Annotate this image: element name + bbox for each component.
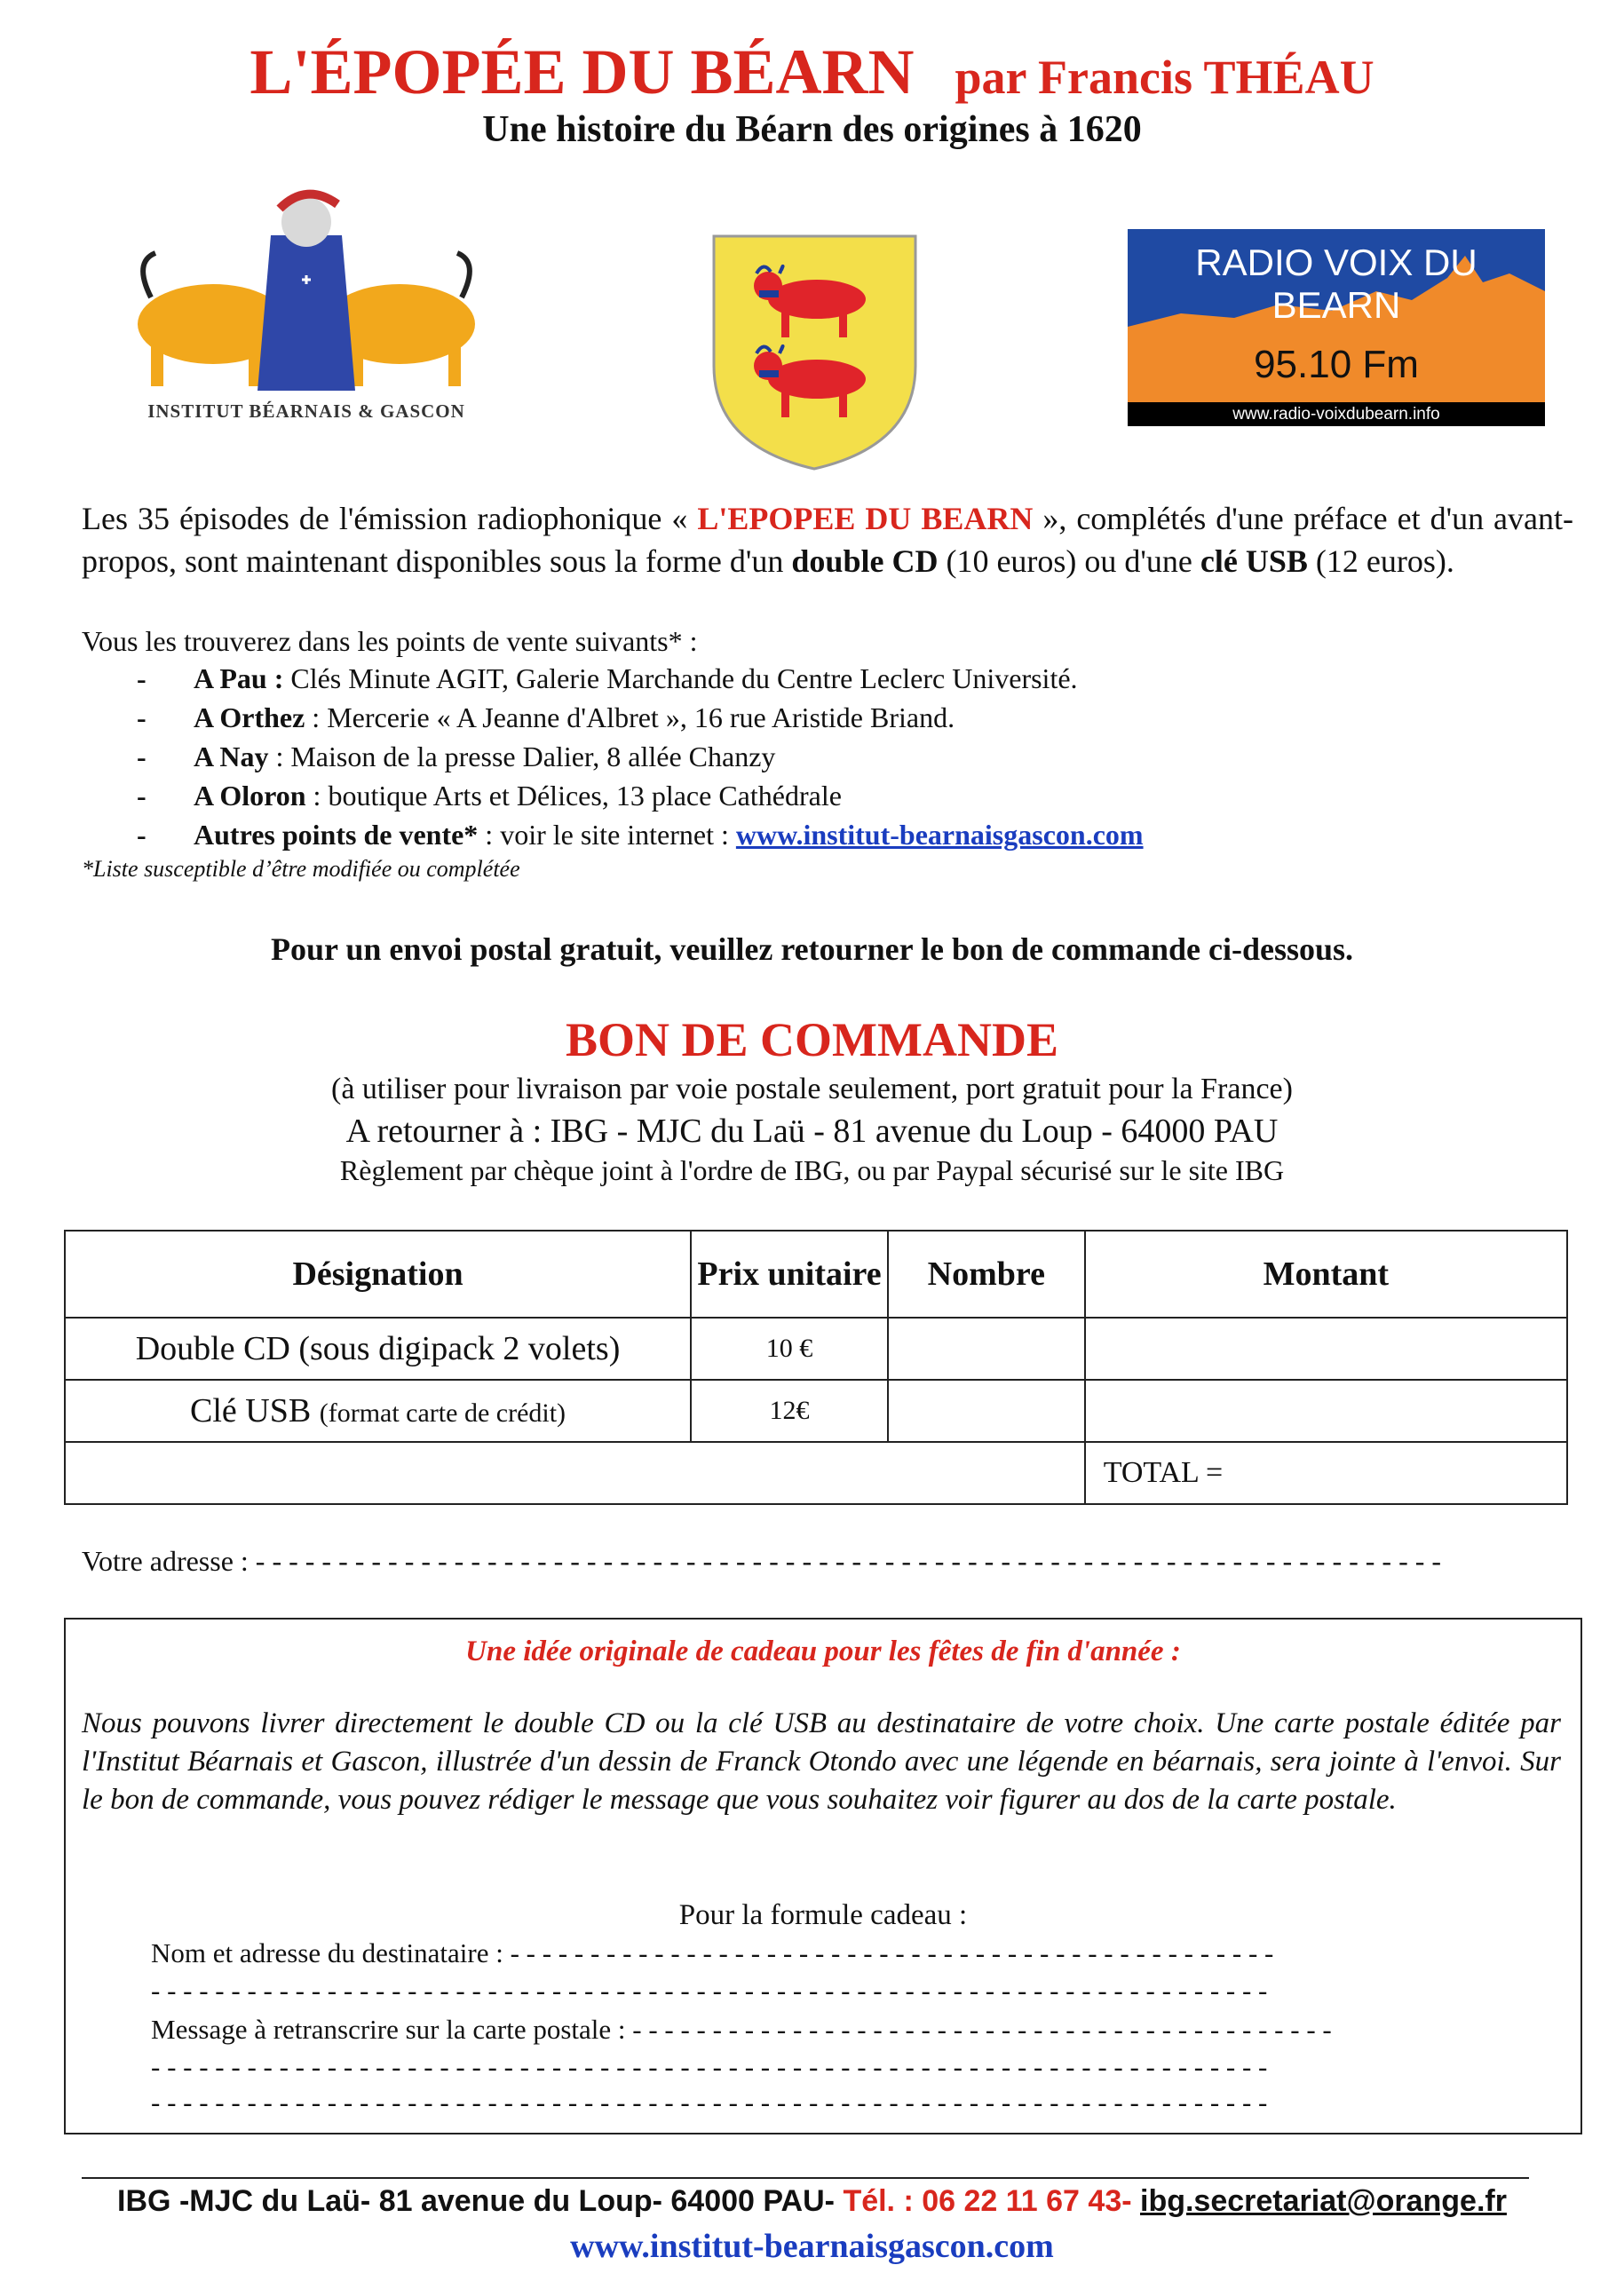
recipient-field-continued[interactable]: - - - - - - - - - - - - - - - - - - - - - - - - - - - - - - - - - - - - - - - - - - - - - - - - - - - - - - - - - - - - - - - - - - - - - - — [151, 1975, 1268, 2006]
order-table — [64, 1230, 1568, 1505]
table-row — [65, 1380, 1567, 1442]
author-line: par Francis THÉAU — [955, 51, 1374, 104]
intro-paragraph: Les 35 épisodes de l'émission radiophonique « L'EPOPEE DU BEARN », complétés d'une préface et d'un avant-propos, sont maintenant disponibles sous la forme d'un double CD (10 euros) ou d'une clé USB (12 euros). — [82, 501, 1573, 579]
radio-url: www.radio-voixdubearn.info — [1128, 402, 1545, 426]
empty-cell — [65, 1442, 1085, 1504]
subtitle: Une histoire du Béarn des origines à 1620 — [482, 109, 1142, 150]
list-item: - A Nay : Maison de la presse Dalier, 8 allée Chanzy — [137, 741, 776, 772]
postal-instruction: Pour un envoi postal gratuit, veuillez retourner le bon de commande ci-dessous. — [271, 931, 1353, 967]
quantity-cell[interactable] — [888, 1318, 1085, 1380]
points-of-sale-list — [82, 659, 1144, 854]
unit-price: 10 € — [691, 1318, 888, 1380]
message-field-continued[interactable]: - - - - - - - - - - - - - - - - - - - - - - - - - - - - - - - - - - - - - - - - - - - - - - - - - - - - - - - - - - - - - - - - - - - - - - — [151, 2051, 1268, 2082]
document-title: L'ÉPOPÉE DU BÉARN — [250, 36, 915, 107]
message-field[interactable]: Message à retranscrire sur la carte postale : - - - - - - - - - - - - - - - - - - - - - - - - - - - - - - - - - - - - - - - - - - - - — [151, 2014, 1332, 2045]
table-row — [65, 1318, 1567, 1380]
list-footnote: *Liste susceptible d’être modifiée ou complétée — [82, 856, 520, 882]
emission-title: L'EPOPEE DU BEARN — [697, 501, 1034, 536]
footer-email[interactable]: ibg.secretariat@orange.fr — [1140, 2184, 1507, 2218]
column-header: Nombre — [888, 1231, 1085, 1318]
gift-text: Nous pouvons livrer directement le double CD ou la clé USB au destinataire de votre choix. Une carte postale éditée par l'Institut Béarnais et Gascon, illustrée d'un dessin de Franck Otondo avec une légende en béarnais, sera jointe à l'envoi. Sur le bon de commande, vous pouvez rédiger le message que vous souhaitez voir figurer au dos de la carte postale. — [82, 1707, 1561, 1816]
quantity-cell[interactable] — [888, 1380, 1085, 1442]
footer-phone: Tél. : 06 22 11 67 43- — [843, 2184, 1132, 2218]
footer-website[interactable]: www.institut-bearnaisgascon.com — [570, 2228, 1054, 2265]
shield-icon — [710, 233, 919, 472]
footer-address: IBG -MJC du Laü- 81 avenue du Loup- 64000 PAU- — [117, 2184, 835, 2218]
product-name: Clé USB (format carte de crédit) — [65, 1380, 691, 1442]
gift-heading: Une idée originale de cadeau pour les fêtes de fin d'année : — [465, 1635, 1181, 1667]
column-header: Prix unitaire — [691, 1231, 888, 1318]
ibg-logo-caption: INSTITUT BÉARNAIS & GASCON — [147, 400, 465, 422]
footer-contact — [0, 2184, 1624, 2219]
website-link[interactable]: www.institut-bearnaisgascon.com — [735, 819, 1144, 851]
usb-key-label: clé USB — [1200, 543, 1308, 579]
ibg-logo — [115, 182, 497, 431]
double-cd-label: double CD — [791, 543, 939, 579]
product-name: Double CD (sous digipack 2 volets) — [65, 1318, 691, 1380]
ibg-emblem-icon — [115, 182, 497, 395]
radio-name: RADIO VOIX DU BEARN — [1195, 242, 1477, 326]
total-cell[interactable]: TOTAL = — [1085, 1442, 1567, 1504]
points-intro: Vous les trouverez dans les points de vente suivants* : — [82, 625, 698, 657]
page-title — [0, 36, 1624, 109]
table-row — [65, 1442, 1567, 1504]
footer-divider — [82, 2177, 1529, 2179]
unit-price: 12€ — [691, 1380, 888, 1442]
gift-box — [64, 1618, 1582, 2134]
column-header: Montant — [1085, 1231, 1567, 1318]
order-form-note: (à utiliser pour livraison par voie postale seulement, port gratuit pour la France) — [331, 1073, 1293, 1105]
order-return-address: A retourner à : IBG - MJC du Laü - 81 avenue du Loup - 64000 PAU — [345, 1113, 1279, 1150]
amount-cell[interactable] — [1085, 1318, 1567, 1380]
order-payment-note: Règlement par chèque joint à l'ordre de IBG, ou par Paypal sécurisé sur le site IBG — [339, 1154, 1285, 1186]
list-item: - Autres points de vente* : voir le site internet : www.institut-bearnaisgascon.com — [137, 819, 1144, 851]
table-header-row — [65, 1231, 1567, 1318]
address-field[interactable]: Votre adresse : - - - - - - - - - - - - - - - - - - - - - - - - - - - - - - - - - - - - - - - - - - - - - - - - - - - - - - - - - - - - - - - - - - - - - - - - — [82, 1545, 1442, 1577]
list-item: - A Pau : Clés Minute AGIT, Galerie Marchande du Centre Leclerc Université. — [137, 662, 1078, 694]
order-form-title: BON DE COMMANDE — [566, 1013, 1058, 1066]
gift-formula-label: Pour la formule cadeau : — [678, 1899, 968, 1931]
amount-cell[interactable] — [1085, 1380, 1567, 1442]
message-field-continued[interactable]: - - - - - - - - - - - - - - - - - - - - - - - - - - - - - - - - - - - - - - - - - - - - - - - - - - - - - - - - - - - - - - - - - - - - - - — [151, 2087, 1268, 2118]
column-header: Désignation — [65, 1231, 691, 1318]
radio-frequency: 95.10 Fm — [1254, 343, 1419, 386]
list-item: - A Oloron : boutique Arts et Délices, 13 place Cathédrale — [137, 780, 842, 812]
recipient-field[interactable]: Nom et adresse du destinataire : - - - - - - - - - - - - - - - - - - - - - - - - - - - - - - - - - - - - - - - - - - - - - - - - — [151, 1937, 1274, 1968]
bearn-coat-of-arms — [710, 233, 919, 472]
radio-voix-du-bearn-logo — [1128, 229, 1545, 426]
list-item: - A Orthez : Mercerie « A Jeanne d'Albret », 16 rue Aristide Briand. — [137, 701, 955, 733]
